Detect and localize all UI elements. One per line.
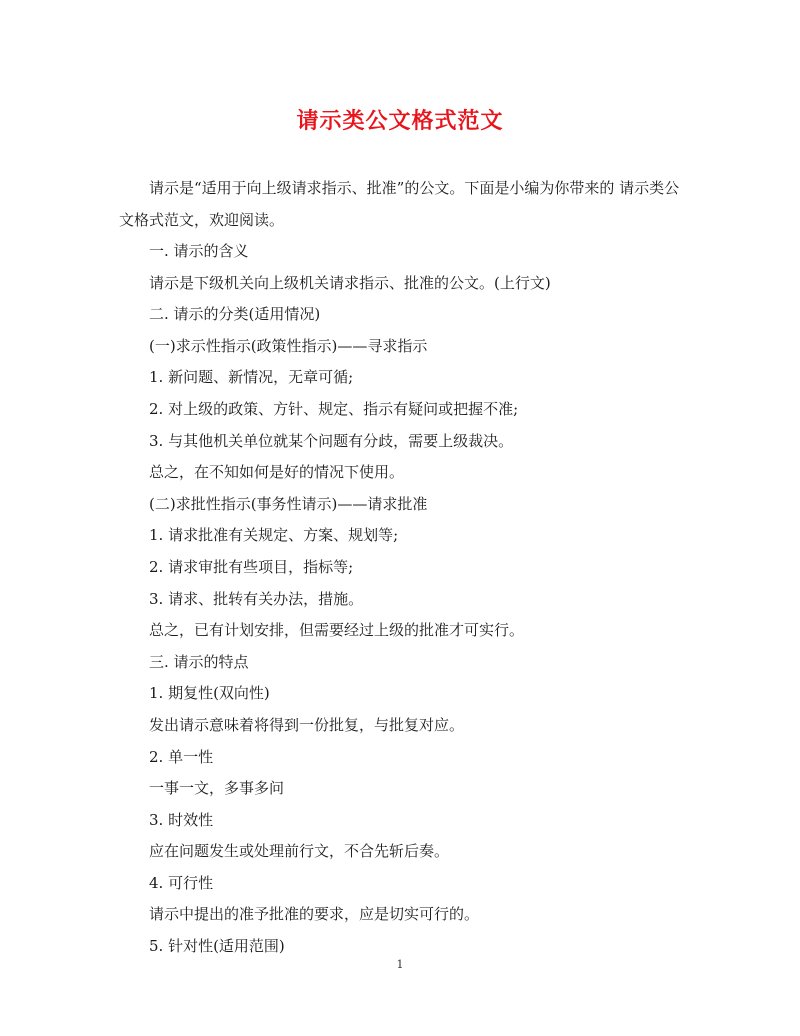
body-line: 2. 对上级的政策、方针、规定、指示有疑问或把握不准; [149,399,519,418]
body-line: 一事一文，多事多问 [149,779,285,798]
body-line: 3. 与其他机关单位就某个问题有分歧，需要上级裁决。 [149,431,514,450]
body-line: 1. 新问题、新情况，无章可循; [149,368,354,387]
body-line: 总之，在不知如何是好的情况下使用。 [149,463,405,482]
body-line: 应在问题发生或处理前行文，不合先斩后奏。 [149,842,450,861]
body-line: 发出请示意味着将得到一份批复，与批复对应。 [149,715,465,734]
body-line: 总之，已有计划安排，但需要经过上级的批准才可实行。 [149,621,525,640]
body-line: 二. 请示的分类(适用情况) [149,305,321,324]
body-line: (二)求批性指示(事务性请示)——请求批准 [149,494,428,513]
body-line: 三. 请示的特点 [149,652,249,671]
body-line: 4. 可行性 [149,873,214,892]
document-body [149,236,689,963]
body-line: 3. 请求、批转有关办法，措施。 [149,589,364,608]
body-line: 5. 针对性(适用范围) [149,937,285,956]
body-line: 1. 期复性(双向性) [149,684,270,703]
document-title: 请示类公文格式范文 [296,108,504,134]
body-line: 1. 请求批准有关规定、方案、规划等; [149,526,399,545]
body-line: 请示中提出的准予批准的要求，应是切实可行的。 [149,905,480,924]
body-line: (一)求示性指示(政策性指示)——寻求指示 [149,336,428,355]
body-line: 3. 时效性 [149,810,214,829]
intro-paragraph: 请示是“适用于向上级请求指示、批准”的公文。下面是小编为你带来的 请示类公文格式范文，欢迎阅读。 [119,179,680,229]
body-line: 请示是下级机关向上级机关请求指示、批准的公文。(上行文) [149,273,551,292]
body-line: 一. 请示的含义 [149,242,249,260]
body-line: 2. 请求审批有些项目，指标等; [149,557,354,576]
body-line: 2. 单一性 [149,747,214,766]
page-number: 1 [396,958,404,971]
